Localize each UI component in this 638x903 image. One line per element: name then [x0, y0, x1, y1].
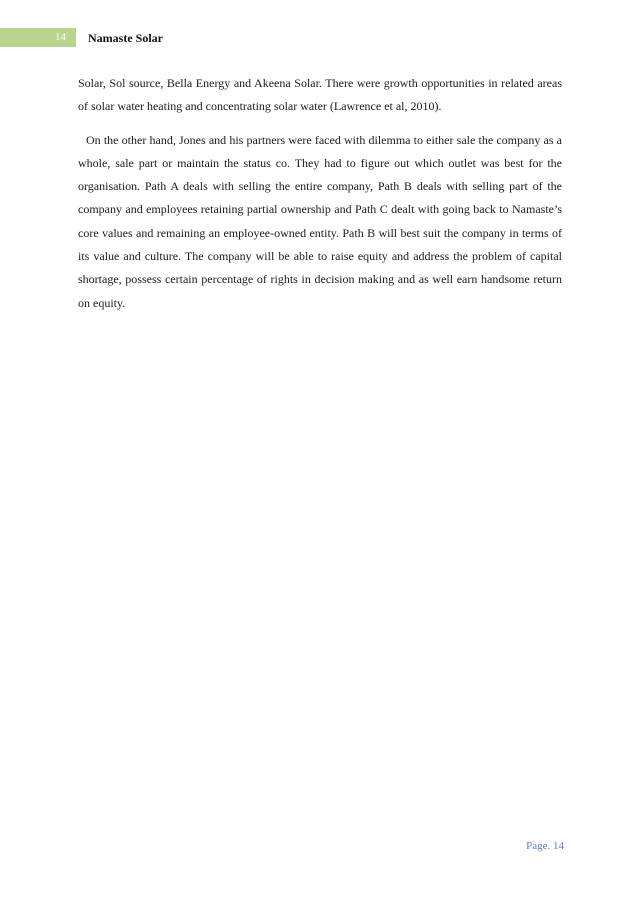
paragraph-1: Solar, Sol source, Bella Energy and Akeena Solar. There were growth opportunities in related areas of solar water heating and concentrating solar water (Lawrence et al, 2010). [78, 76, 562, 114]
paragraph-2: On the other hand, Jones and his partners were faced with dilemma to either sale the company as a whole, sale part or maintain the status co. They had to figure out which outlet was best for the organisation. Path A deals with selling the entire company, Path B deals with selling part of the company and employees retaining partial ownership and Path C dealt with going back to Namaste’s core values and remaining an employee-owned entity. Path B will best suit the company in terms of its value and culture. The company will be able to raise equity and address the problem of capital shortage, possess certain percentage of rights in decision making and as well earn handsome return on equity. [78, 132, 562, 310]
document-title: Namaste Solar [88, 31, 163, 45]
document-body [78, 72, 562, 315]
page-footer: Page. 14 [526, 840, 564, 852]
page-number: 14 [55, 31, 66, 43]
page-number-tab [0, 28, 76, 47]
page-header [0, 28, 638, 48]
